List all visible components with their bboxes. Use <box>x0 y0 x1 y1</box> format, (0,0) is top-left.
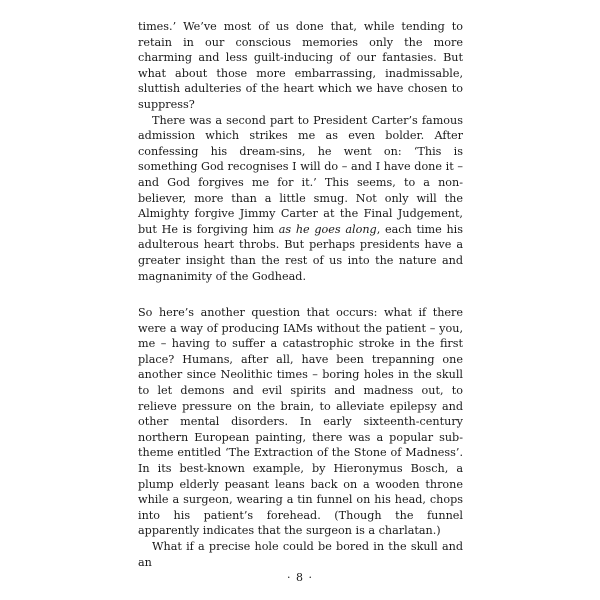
text-run: So here’s another question that occurs: what if there were a way of producing IAMs without the patient – you, me – having to suffer a catastrophic stroke in the first place? Humans, after all, have been trepanning one another since Neolithic times – boring holes in the skull to let demons and evil spirits and madness out, to relieve pressure on the brain, to alleviate epilepsy and other mental disorders. In early sixteenth-century northern European painting, there was a popular sub-theme entitled ‘The Extraction of the Stone of Madness’. In its best-known example, by Hieronymus Bosch, a plump elderly peasant leans back on a wooden throne while a surgeon, wearing a tin funnel on his head, chops into his patient’s forehead. (Though the funnel apparently indicates that the surgeon is a charlatan.) <box>138 306 463 538</box>
text-run: , each time his adulterous heart throbs. But perhaps presidents have a greater insight than the rest of us into the nature and magnanimity of the Godhead. <box>138 222 463 283</box>
text-section-2 <box>138 305 463 570</box>
text-run: There was a second part to President Carter’s famous admission which strikes me as even bolder. After confessing his dream-sins, he went on: ‘This is something God recognises I will do – and I have done it – and God forgives me for it.’ This seems, to a non-believer, more than a little smug. Not only will the Almighty forgive Jimmy Carter at the Final Judgement, but He is forgiving him <box>138 113 463 236</box>
italic-text-run: as he goes along <box>278 222 377 236</box>
page-number: · 8 · <box>287 571 313 584</box>
paragraph <box>138 19 463 113</box>
paragraph <box>138 113 463 285</box>
text-run: times.’ We’ve most of us done that, while tending to retain in our conscious memories only the more charming and less guilt-inducing of our fantasies. But what about those more embarrassing, inadmissable, sluttish adulteries of the heart which we have chosen to suppress? <box>138 20 463 111</box>
text-section-1 <box>138 19 463 284</box>
paragraph <box>138 305 463 539</box>
paragraph <box>138 539 463 570</box>
text-run: What if a precise hole could be bored in the skull and an <box>138 539 463 569</box>
